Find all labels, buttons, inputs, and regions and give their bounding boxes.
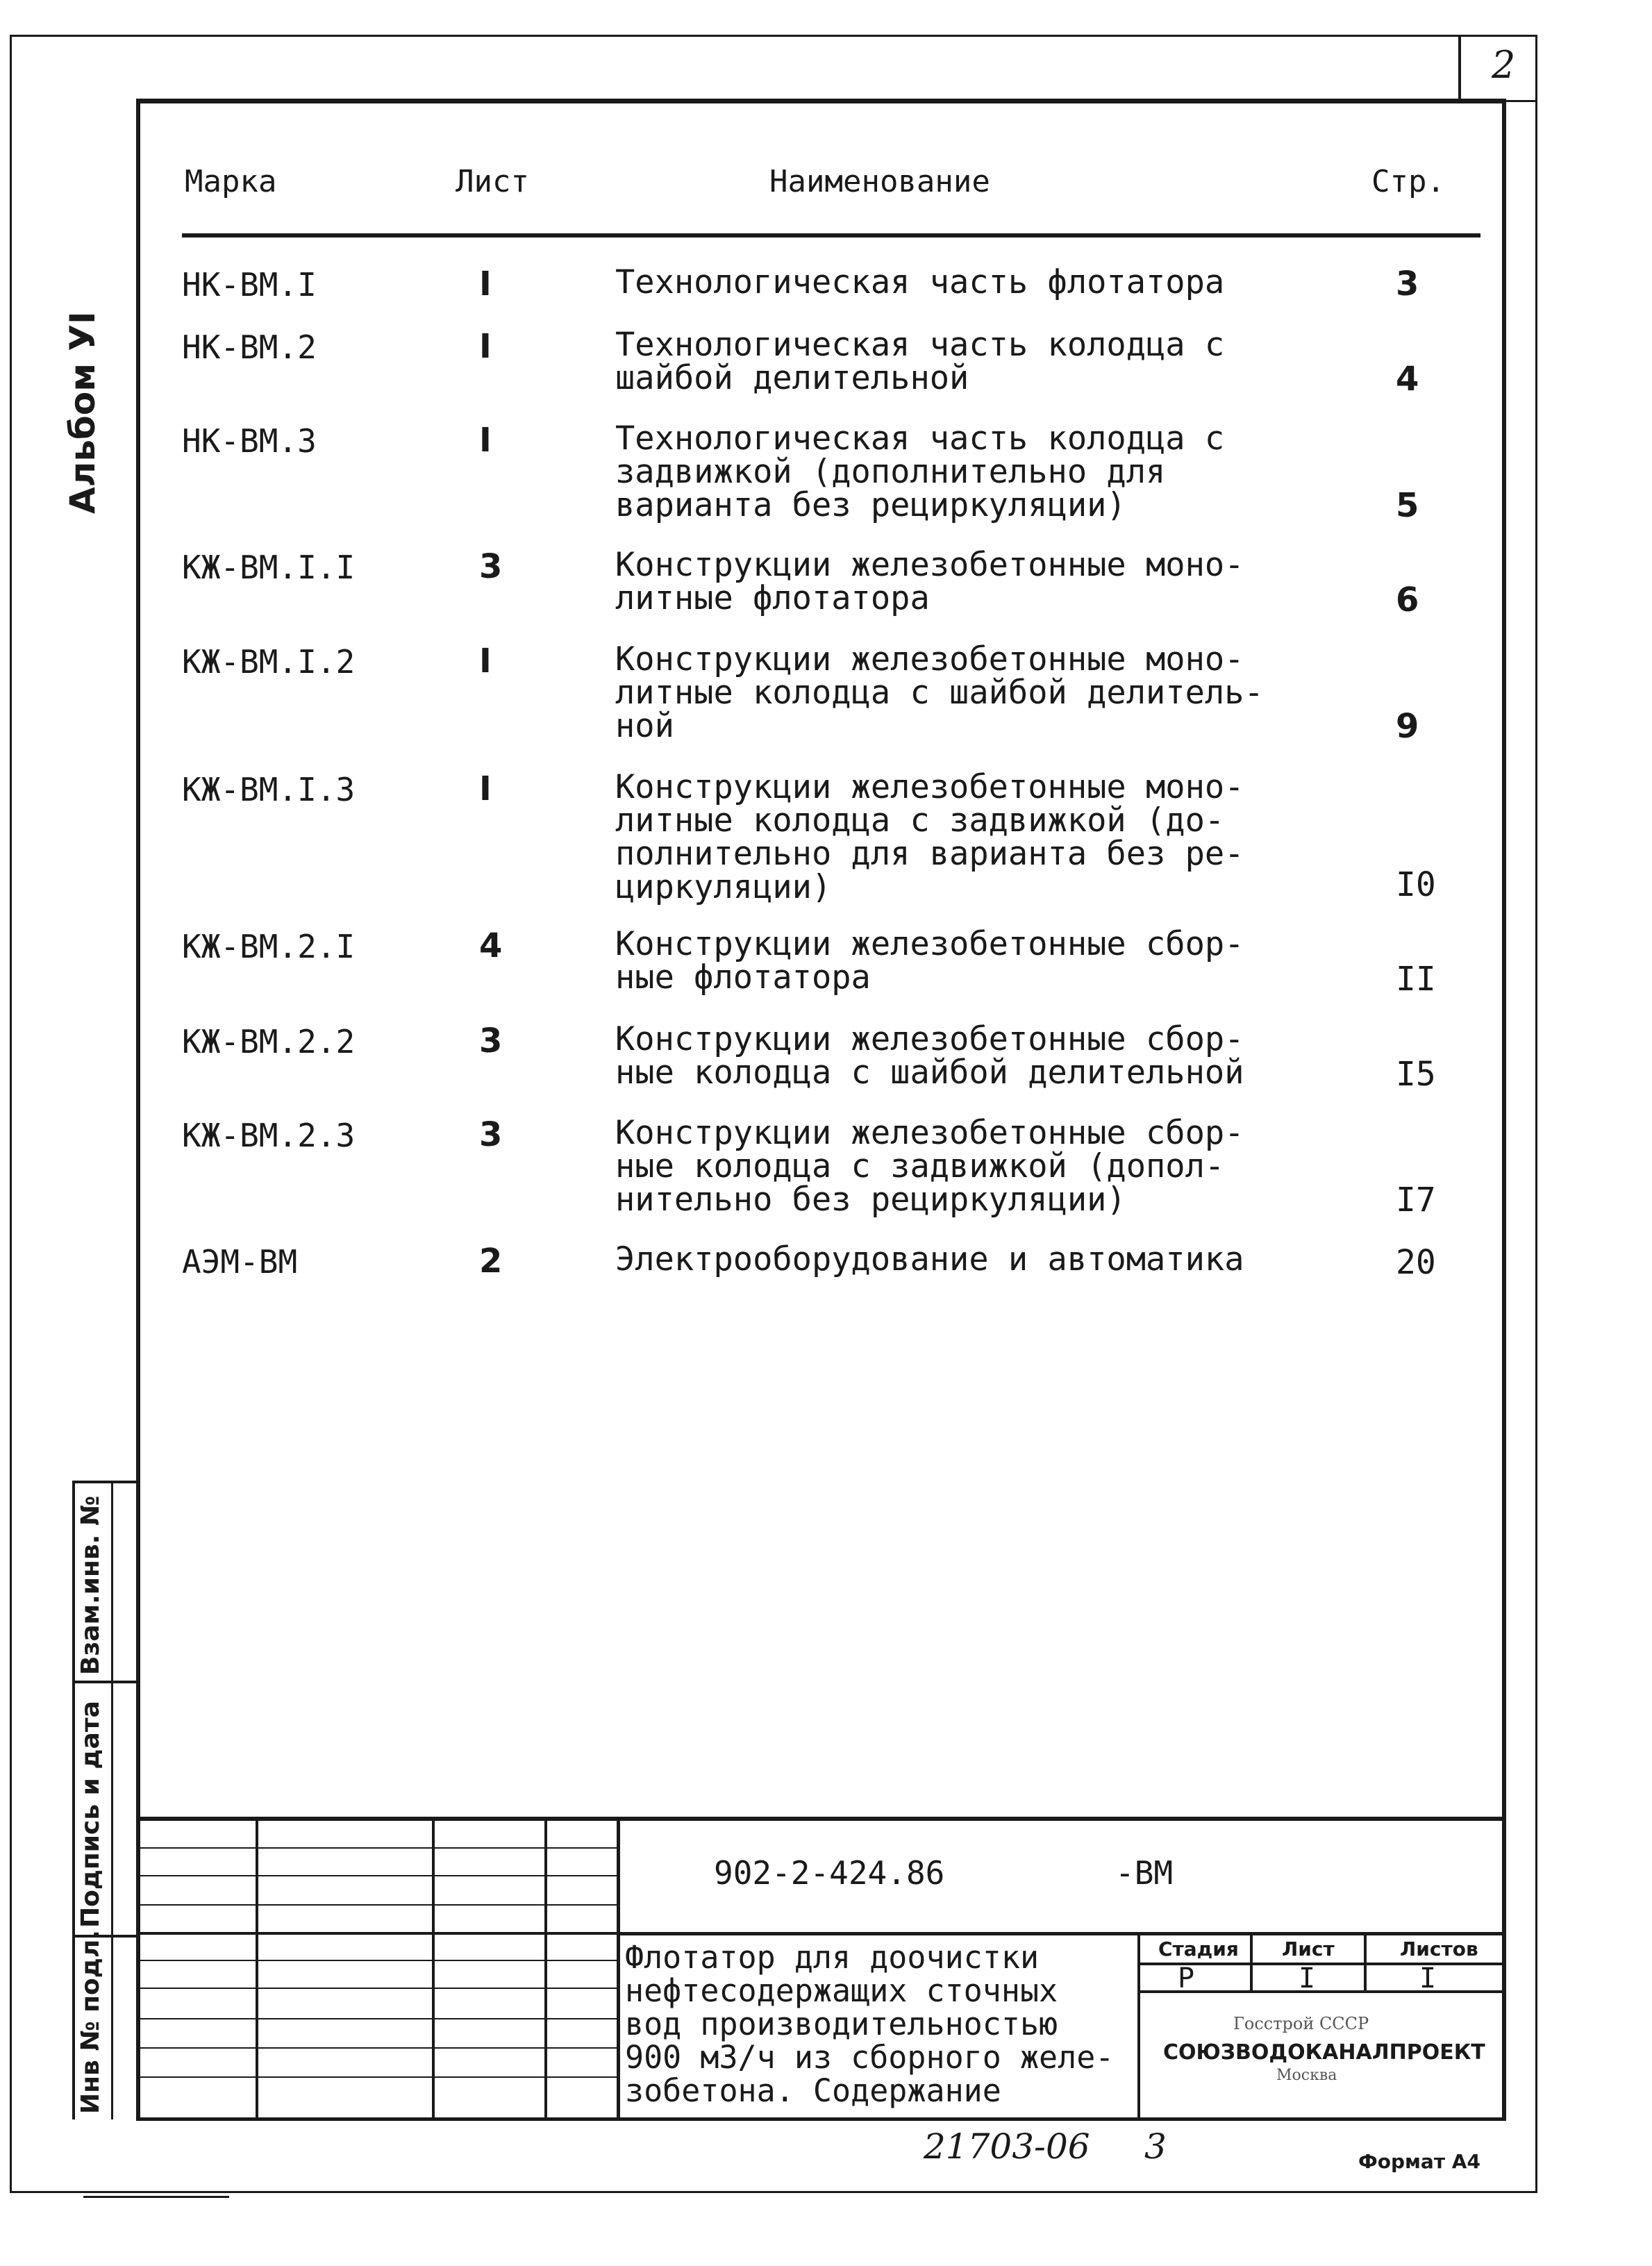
title-block-row xyxy=(136,1932,617,1935)
table-row-marka: НК-ВМ.I xyxy=(182,266,317,303)
bottom-mark xyxy=(83,2196,229,2198)
title-block-row xyxy=(136,2018,617,2019)
side-stamp-podpis: Подпись и дата xyxy=(76,1701,105,1928)
table-row-list: 2 xyxy=(479,1242,503,1281)
table-row-name: Технологическая часть колодца с задвижкой (дополнительно для варианта без рециркуляции) xyxy=(615,419,1225,524)
stage-label: Стадия xyxy=(1158,1938,1239,1960)
header-list: Лист xyxy=(456,164,529,199)
header-marka: Марка xyxy=(185,164,277,199)
table-row-page: I0 xyxy=(1396,865,1436,904)
org-line-1: Госстрой СССР xyxy=(1233,2014,1369,2033)
side-stamp-inner xyxy=(111,1481,113,2119)
inventory-page: 3 xyxy=(1144,2126,1167,2167)
table-row-list: 3 xyxy=(479,1022,503,1060)
table-row-list: 4 xyxy=(479,926,503,965)
outer-frame-top xyxy=(10,35,1537,37)
sheet-label: Лист xyxy=(1282,1938,1335,1960)
page-number-box-bottom xyxy=(1458,100,1537,102)
doc-code: 902-2-424.86 xyxy=(714,1854,945,1892)
stage-value: Р xyxy=(1178,1963,1195,1994)
format-label: Формат А4 xyxy=(1358,2150,1480,2173)
sheet-value: I xyxy=(1299,1963,1316,1994)
table-row-list: I xyxy=(479,642,492,681)
title-block-col-3 xyxy=(544,1817,547,2119)
table-row-name: Электрооборудование и автоматика xyxy=(615,1240,1244,1278)
sheets-value: I xyxy=(1419,1963,1437,1994)
table-row-page: I7 xyxy=(1396,1181,1436,1219)
side-stamp-inv: Инв № подл. xyxy=(76,1930,105,2114)
outer-frame-right xyxy=(1535,35,1537,2193)
table-row-marka: КЖ-ВМ.2.2 xyxy=(182,1023,356,1060)
table-row-marka: КЖ-ВМ.2.3 xyxy=(182,1117,356,1154)
table-row-marka: НК-ВМ.3 xyxy=(182,422,317,460)
side-stamp-divider-1 xyxy=(72,1681,139,1683)
doc-suffix: -ВМ xyxy=(1115,1854,1174,1892)
sheets-label: Листов xyxy=(1400,1938,1478,1960)
table-row-marka: КЖ-ВМ.I.2 xyxy=(182,643,356,681)
table-row-page: I5 xyxy=(1396,1055,1436,1094)
album-label: Альбом УI xyxy=(62,311,103,514)
table-row-page: 4 xyxy=(1396,360,1419,399)
table-row-name: Конструкции железобетонные сбор- ные флотатора xyxy=(615,925,1244,997)
table-row-page: 5 xyxy=(1396,486,1419,525)
title-block-row xyxy=(136,1904,617,1906)
page-number-box-left xyxy=(1458,35,1461,103)
table-row-list: I xyxy=(479,421,492,460)
table-row-page: 3 xyxy=(1396,265,1419,303)
corner-page-number: 2 xyxy=(1492,43,1516,87)
table-row-list: 3 xyxy=(479,1115,503,1154)
table-row-list: 3 xyxy=(479,547,503,586)
table-row-name: Конструкции железобетонные моно- литные колодца с задвижкой (до- полнительно для варианта без ре- циркуляции) xyxy=(615,768,1244,906)
title-block-col-1 xyxy=(256,1817,258,2119)
org-line-2: СОЮЗВОДОКАНАЛПРОЕКТ xyxy=(1163,2040,1485,2065)
title-block-mid xyxy=(618,1932,1506,1935)
title-block-row xyxy=(136,1847,617,1849)
title-block-top xyxy=(136,1817,1506,1821)
header-name: Наименование xyxy=(769,164,990,199)
table-row-marka: КЖ-ВМ.I.I xyxy=(182,549,356,586)
side-stamp-top xyxy=(72,1481,139,1483)
table-row-name: Технологическая часть флотатора xyxy=(615,263,1225,301)
title-block-row xyxy=(136,1988,617,1989)
outer-frame-left xyxy=(10,35,12,2193)
title-block-row xyxy=(136,1875,617,1876)
header-page: Стр. xyxy=(1371,164,1445,199)
title-block-col-2 xyxy=(432,1817,435,2119)
table-row-page: 9 xyxy=(1396,707,1419,746)
table-row-page: 20 xyxy=(1396,1243,1436,1282)
title-block-row xyxy=(136,1960,617,1961)
table-row-name: Технологическая часть колодца с шайбой делительной xyxy=(615,326,1225,397)
outer-frame-bottom xyxy=(10,2191,1537,2193)
table-row-page: 6 xyxy=(1396,581,1419,619)
table-row-name: Конструкции железобетонные моно- литные колодца с шайбой делитель- ной xyxy=(615,640,1264,745)
inner-frame-top xyxy=(139,99,1505,103)
title-block-row xyxy=(136,2047,617,2049)
table-row-marka: КЖ-ВМ.I.3 xyxy=(182,771,356,808)
inner-frame-bottom xyxy=(136,2117,1506,2121)
inventory-number: 21703-06 xyxy=(924,2126,1090,2167)
header-rule xyxy=(182,233,1480,238)
table-row-name: Конструкции железобетонные моно- литные флотатора xyxy=(615,546,1244,617)
stage-box-left xyxy=(1137,1932,1140,2119)
table-row-list: I xyxy=(479,265,492,303)
side-stamp-vzam: Взам.инв. № xyxy=(76,1495,105,1675)
side-stamp-left xyxy=(72,1481,75,2119)
table-row-marka: НК-ВМ.2 xyxy=(182,328,317,366)
table-row-list: I xyxy=(479,327,492,366)
table-row-name: Конструкции железобетонные сбор- ные колодца с задвижкой (допол- нительно без рециркуляции) xyxy=(615,1114,1244,1219)
title-block-row xyxy=(136,2076,617,2078)
table-row-name: Конструкции железобетонные сбор- ные колодца с шайбой делительной xyxy=(615,1020,1244,1092)
table-row-marka: АЭМ-ВМ xyxy=(182,1243,298,1281)
table-row-page: II xyxy=(1396,960,1436,999)
doc-title: Флотатор для доочистки нефтесодержащих сточных вод производительностью 900 м3/ч из сборного желе- зобетона. Содержание xyxy=(625,1939,1115,2109)
table-row-list: I xyxy=(479,769,492,808)
title-block-col-4 xyxy=(617,1817,620,2119)
org-line-3: Москва xyxy=(1276,2067,1337,2084)
table-row-marka: КЖ-ВМ.2.I xyxy=(182,928,356,965)
